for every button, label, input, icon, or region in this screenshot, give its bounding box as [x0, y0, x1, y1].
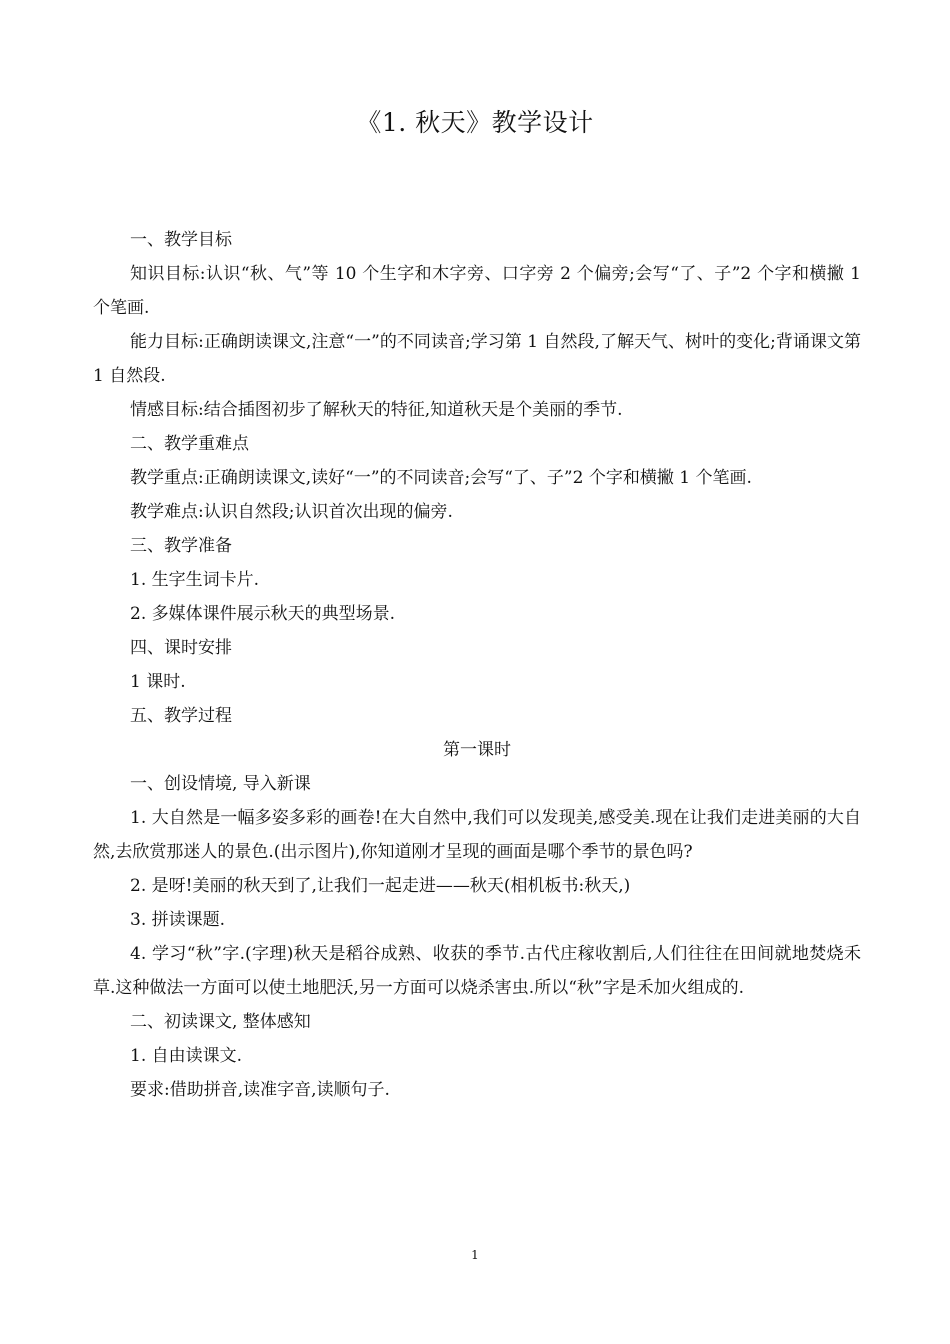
- section-heading-objectives: 一、教学目标: [130, 230, 232, 250]
- list-item-intro-2: 2. 是呀!美丽的秋天到了,让我们一起走进——秋天(相机板书:秋天,): [130, 876, 631, 896]
- document-body: [93, 223, 861, 1107]
- paragraph-ability-goal: 能力目标:正确朗读课文,注意“一”的不同读音;学习第 1 自然段,了解天气、树叶的变化;背诵课文第 1 自然段.: [93, 332, 861, 386]
- paragraph-key-point: 教学重点:正确朗读课文,读好“一”的不同读音;会写“了、子”2 个字和横撇 1 个笔画.: [130, 468, 752, 488]
- section-heading-key-points: 二、教学重难点: [130, 434, 249, 454]
- list-item-preparation-2: 2. 多媒体课件展示秋天的典型场景.: [130, 604, 396, 624]
- section-heading-reading: 二、初读课文, 整体感知: [130, 1012, 311, 1032]
- list-item-intro-3: 3. 拼读课题.: [130, 910, 226, 930]
- paragraph-reading-requirement: 要求:借助拼音,读准字音,读顺句子.: [130, 1080, 390, 1100]
- paragraph-schedule: 1 课时.: [130, 672, 186, 692]
- list-item-intro-4: 4. 学习“秋”字.(字理)秋天是稻谷成熟、收获的季节.古代庄稼收割后,人们往往在田间就地焚烧禾草.这种做法一方面可以使土地肥沃,另一方面可以烧杀害虫.所以“秋”字是禾加火组成的.: [93, 944, 861, 998]
- page-number: 1: [471, 1248, 479, 1262]
- list-item-reading-1: 1. 自由读课文.: [130, 1046, 243, 1066]
- paragraph-knowledge-goal: 知识目标:认识“秋、气”等 10 个生字和木字旁、口字旁 2 个偏旁;会写“了、子”2 个字和横撇 1 个笔画.: [93, 264, 861, 318]
- paragraph-emotion-goal: 情感目标:结合插图初步了解秋天的特征,知道秋天是个美丽的季节.: [130, 400, 623, 420]
- list-item-intro-1: 1. 大自然是一幅多姿多彩的画卷!在大自然中,我们可以发现美,感受美.现在让我们走进美丽的大自然,去欣赏那迷人的景色.(出示图片),你知道刚才呈现的画面是哪个季节的景色吗?: [93, 808, 861, 862]
- paragraph-difficulty: 教学难点:认识自然段;认识首次出现的偏旁.: [130, 502, 453, 522]
- section-heading-process: 五、教学过程: [130, 706, 232, 726]
- list-item-preparation-1: 1. 生字生词卡片.: [130, 570, 260, 590]
- section-heading-schedule: 四、课时安排: [130, 638, 232, 658]
- section-heading-intro: 一、创设情境, 导入新课: [130, 774, 311, 794]
- section-heading-preparation: 三、教学准备: [130, 536, 232, 556]
- document-title: 《1. 秋天》教学设计: [356, 108, 594, 137]
- lesson-subtitle: 第一课时: [443, 740, 511, 760]
